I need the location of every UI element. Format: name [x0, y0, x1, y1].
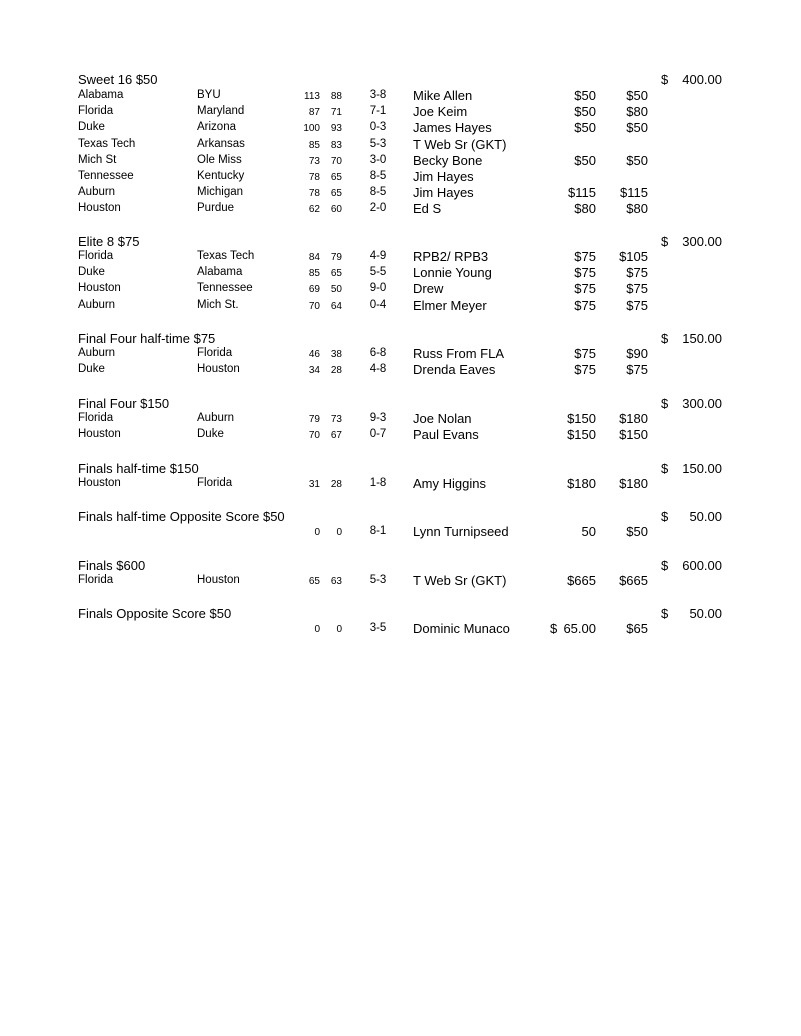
section-total-currency: $: [661, 396, 669, 411]
amount-won: $80: [626, 104, 648, 120]
score-2: 64: [330, 300, 342, 312]
team-2: Purdue: [197, 202, 235, 215]
amount-paid: $50: [574, 120, 596, 136]
winning-digits: 0-4: [369, 298, 387, 311]
team-2: Michigan: [197, 186, 244, 199]
winner-name: T Web Sr (GKT): [413, 136, 507, 152]
game-row: [0, 477, 801, 493]
winner-name: Lonnie Young: [413, 265, 492, 281]
team-2: Houston: [197, 574, 240, 586]
amount-paid: $50: [574, 88, 596, 103]
score-2: 88: [330, 91, 342, 102]
score-1: 84: [308, 252, 320, 263]
amount-paid: $80: [574, 201, 596, 217]
team-2: Kentucky: [197, 170, 245, 182]
game-row: [0, 250, 801, 266]
amount-won: $180: [619, 476, 648, 491]
winning-digits: 9-0: [369, 282, 387, 295]
amount-paid: $180: [567, 476, 596, 491]
amount-paid: $75: [574, 281, 596, 297]
amount-won: $90: [626, 346, 648, 361]
amount-won: $180: [619, 411, 648, 426]
score-1: 78: [308, 188, 320, 200]
section-total-amount: 600.00: [682, 558, 722, 573]
section-total-amount: 300.00: [682, 396, 722, 411]
score-1: 31: [308, 479, 320, 490]
score-2: 0: [336, 527, 342, 538]
amount-paid: $75: [574, 362, 596, 378]
team-2: Florida: [197, 477, 233, 489]
winning-digits: 4-8: [369, 363, 387, 376]
amount-paid: $150: [567, 411, 596, 426]
section-total-amount: 300.00: [682, 234, 722, 249]
score-1: 70: [308, 430, 320, 442]
game-row: [0, 89, 801, 105]
amount-paid-currency: $: [550, 621, 558, 636]
score-2: 28: [330, 479, 342, 490]
game-row: [0, 121, 801, 137]
section-total-currency: $: [661, 461, 669, 476]
winning-digits: 8-1: [369, 525, 387, 537]
winning-digits: 0-3: [369, 121, 387, 134]
score-2: 93: [330, 123, 342, 135]
score-2: 28: [330, 365, 342, 377]
team-1: Duke: [78, 363, 105, 376]
section-title: Finals Opposite Score $50: [78, 606, 232, 621]
score-2: 71: [330, 107, 342, 119]
game-row: [0, 138, 801, 154]
winning-digits: 3-5: [369, 622, 387, 634]
winner-name: Jim Hayes: [413, 185, 474, 201]
section-title: Elite 8 $75: [78, 234, 140, 249]
score-1: 85: [308, 268, 320, 280]
score-1: 113: [304, 91, 320, 102]
amount-paid: $50: [574, 104, 596, 120]
amount-paid: $75: [574, 297, 596, 313]
game-row: [0, 299, 801, 315]
section-total-amount: 50.00: [689, 606, 722, 621]
winner-name: Joe Keim: [413, 104, 468, 120]
winner-name: T Web Sr (GKT): [413, 573, 507, 588]
section-total-amount: 400.00: [682, 72, 722, 87]
score-2: 67: [330, 430, 342, 442]
team-2: Tennessee: [197, 282, 253, 295]
score-2: 79: [330, 252, 342, 263]
section-total-amount: 150.00: [682, 331, 722, 346]
team-1: Florida: [78, 250, 114, 262]
score-1: 85: [308, 139, 320, 151]
score-2: 63: [330, 576, 342, 587]
score-2: 50: [330, 284, 342, 296]
section-total-amount: 50.00: [689, 509, 722, 524]
amount-paid: 50: [581, 524, 596, 539]
score-2: 65: [330, 172, 342, 183]
game-row: [0, 105, 801, 121]
team-1: Duke: [78, 266, 105, 279]
winning-digits: 5-3: [369, 137, 387, 150]
winner-name: James Hayes: [413, 120, 492, 136]
score-1: 0: [314, 527, 320, 538]
game-row: [0, 574, 801, 590]
amount-won: $75: [626, 362, 648, 378]
team-2: Alabama: [197, 266, 243, 279]
team-1: Houston: [78, 428, 121, 441]
winning-digits: 3-0: [369, 153, 387, 166]
team-2: Duke: [197, 428, 224, 441]
section-total-amount: 150.00: [682, 461, 722, 476]
winner-name: Becky Bone: [413, 152, 483, 168]
score-1: 46: [308, 349, 320, 360]
section-total-currency: $: [661, 331, 669, 346]
game-row: [0, 282, 801, 298]
section-title: Finals half-time Opposite Score $50: [78, 509, 285, 524]
score-1: 73: [308, 155, 320, 167]
amount-paid: $115: [568, 185, 596, 201]
amount-won: $665: [619, 573, 648, 588]
score-1: 62: [308, 204, 320, 216]
team-1: Florida: [78, 105, 114, 118]
team-1: Auburn: [78, 186, 116, 199]
section-total-currency: $: [661, 606, 669, 621]
section-total-currency: $: [661, 509, 669, 524]
amount-paid: $75: [574, 346, 596, 361]
amount-won: $80: [626, 201, 648, 217]
amount-won: $115: [620, 185, 648, 201]
amount-paid-value: 65.00: [563, 621, 596, 636]
section-total-currency: $: [661, 234, 669, 249]
winner-name: Paul Evans: [413, 427, 479, 443]
section-title: Final Four half-time $75: [78, 331, 216, 346]
team-2: Maryland: [197, 105, 245, 118]
amount-won: $75: [626, 281, 648, 297]
team-1: Florida: [78, 412, 114, 424]
team-1: Tennessee: [78, 170, 134, 182]
team-2: Auburn: [197, 412, 235, 424]
game-row: [0, 266, 801, 282]
team-1: Houston: [78, 282, 121, 295]
team-2: Mich St.: [197, 298, 239, 311]
team-1: Duke: [78, 121, 105, 134]
winner-name: Drenda Eaves: [413, 362, 496, 378]
score-1: 34: [308, 365, 320, 377]
winner-name: Mike Allen: [413, 88, 473, 103]
team-2: Florida: [197, 347, 233, 359]
team-2: Ole Miss: [197, 153, 242, 166]
score-1: 70: [308, 300, 320, 312]
game-row: [0, 525, 801, 541]
game-row: [0, 363, 801, 379]
score-2: 73: [330, 414, 342, 425]
winning-digits: 3-8: [369, 89, 387, 101]
score-1: 78: [308, 172, 320, 183]
winning-digits: 4-9: [369, 250, 387, 262]
score-1: 65: [308, 576, 320, 587]
section-title: Finals $600: [78, 558, 146, 573]
team-2: Arkansas: [197, 137, 245, 150]
winning-digits: 0-7: [369, 428, 387, 441]
score-2: 83: [330, 139, 342, 151]
team-1: Florida: [78, 574, 114, 586]
amount-paid: $50: [574, 152, 596, 168]
team-1: Mich St: [78, 153, 117, 166]
team-2: Houston: [197, 363, 240, 376]
game-row: [0, 170, 801, 186]
section-title: Finals half-time $150: [78, 461, 199, 476]
game-row: [0, 622, 801, 638]
section-title: Final Four $150: [78, 396, 170, 411]
amount-won: $75: [626, 265, 648, 281]
winning-digits: 5-3: [369, 574, 387, 586]
winner-name: RPB2/ RPB3: [413, 249, 489, 264]
score-2: 60: [330, 204, 342, 216]
team-2: Arizona: [197, 121, 236, 134]
game-row: [0, 347, 801, 363]
amount-paid: $75: [574, 249, 596, 264]
game-row: [0, 186, 801, 202]
winner-name: Lynn Turnipseed: [413, 524, 509, 539]
team-2: BYU: [197, 89, 221, 101]
team-1: Auburn: [78, 298, 116, 311]
winner-name: Elmer Meyer: [413, 297, 487, 313]
winner-name: Amy Higgins: [413, 476, 486, 491]
winner-name: Joe Nolan: [413, 411, 472, 426]
section-total-currency: $: [661, 72, 669, 87]
score-1: 100: [303, 123, 320, 135]
amount-won: $105: [619, 249, 648, 264]
winning-digits: 8-5: [369, 170, 387, 182]
score-1: 0: [314, 624, 320, 635]
game-row: [0, 412, 801, 428]
section-total-currency: $: [661, 558, 669, 573]
amount-won: $75: [626, 297, 648, 313]
game-row: [0, 154, 801, 170]
winner-name: Russ From FLA: [413, 346, 505, 361]
amount-won: $50: [626, 88, 648, 103]
winning-digits: 9-3: [369, 412, 387, 424]
amount-won: $50: [626, 524, 648, 539]
team-1: Houston: [78, 477, 121, 489]
winner-name: Dominic Munaco: [413, 621, 510, 636]
amount-won: $50: [626, 120, 648, 136]
amount-won: $65: [626, 621, 648, 636]
winning-digits: 6-8: [369, 347, 387, 359]
score-2: 65: [330, 188, 342, 200]
winning-digits: 7-1: [369, 105, 387, 118]
team-1: Auburn: [78, 347, 116, 359]
section-title: Sweet 16 $50: [78, 72, 158, 87]
score-2: 38: [330, 349, 342, 360]
score-1: 79: [308, 414, 320, 425]
winning-digits: 1-8: [369, 477, 387, 489]
score-2: 0: [336, 624, 342, 635]
winning-digits: 2-0: [369, 202, 387, 215]
score-2: 70: [330, 155, 342, 167]
score-1: 69: [308, 284, 320, 296]
team-1: Texas Tech: [78, 137, 136, 150]
amount-paid: $75: [574, 265, 596, 281]
score-1: 87: [308, 107, 320, 119]
team-2: Texas Tech: [197, 250, 255, 262]
winning-digits: 8-5: [369, 186, 387, 199]
amount-paid: $665: [567, 573, 596, 588]
team-1: Houston: [78, 202, 121, 215]
game-row: [0, 202, 801, 218]
winner-name: Ed S: [413, 201, 442, 217]
amount-won: $150: [619, 427, 648, 443]
winner-name: Jim Hayes: [413, 169, 474, 184]
winner-name: Drew: [413, 281, 444, 297]
team-1: Alabama: [78, 89, 124, 101]
score-2: 65: [330, 268, 342, 280]
amount-won: $50: [626, 152, 648, 168]
amount-paid: $150: [567, 427, 596, 443]
game-row: [0, 428, 801, 444]
winning-digits: 5-5: [369, 266, 387, 279]
